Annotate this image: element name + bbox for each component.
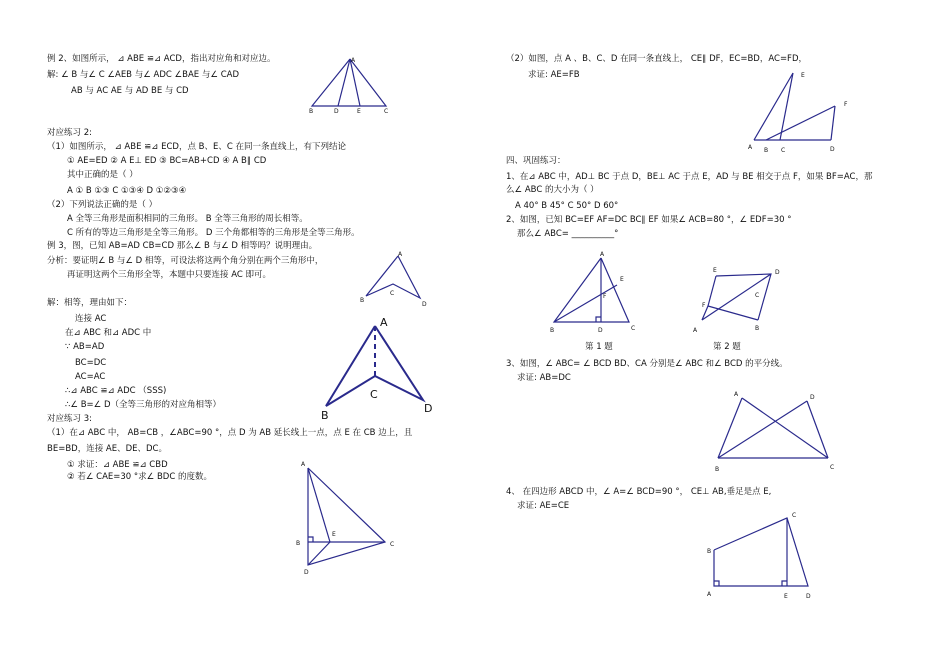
label: A	[351, 57, 356, 64]
section-4-heading: 四、巩固练习：	[506, 156, 566, 166]
q1-figure-caption: 第 1 题	[585, 342, 613, 352]
example-3-step-7: ∴∠ B=∠ D（全等三角形的对应角相等）	[65, 400, 222, 410]
q1-prompt-cont: 么∠ ABC 的大小为（ ）	[506, 185, 599, 195]
label: C	[390, 290, 395, 297]
label: D	[304, 569, 309, 576]
label: C	[631, 325, 636, 332]
example-2-prompt: 例 2、如图所示， ⊿ ABE ≌⊿ ACD，指出对应角和对应边。	[47, 54, 276, 64]
figure-exercise-3-1	[292, 458, 402, 578]
label: B	[764, 147, 769, 154]
figure-question-3	[706, 386, 846, 478]
label: E	[620, 276, 624, 283]
label: E	[332, 531, 336, 538]
exercise-2-q2: （2）下列说法正确的是（ ）	[47, 200, 158, 210]
label: D	[830, 146, 835, 153]
label: C	[781, 147, 786, 154]
label: D	[424, 402, 433, 415]
label: B	[755, 325, 760, 332]
exercise-2-q1-options: A ① B ①③ C ①③④ D ①②③④	[67, 186, 187, 196]
figure-question-2	[688, 262, 788, 338]
q2-figure-caption: 第 2 题	[713, 342, 741, 352]
figure-question-4	[700, 508, 810, 602]
label: D	[810, 394, 815, 401]
exercise-3-heading: 对应练习 3:	[47, 414, 92, 424]
label: B	[707, 548, 712, 555]
label: A	[748, 144, 753, 151]
q1-options: A 40° B 45° C 50° D 60°	[515, 201, 619, 211]
example-3-step-6: ∴⊿ ABC ≌⊿ ADC （SSS)	[65, 386, 167, 396]
label: B	[550, 327, 555, 334]
example-3-step-5: AC=AC	[75, 372, 106, 382]
figure-example-2	[306, 54, 396, 116]
label: E	[713, 267, 717, 274]
example-3-step-3: ∵ AB=AD	[65, 342, 105, 352]
label: F	[844, 101, 848, 108]
label: E	[357, 108, 361, 115]
label: E	[801, 72, 805, 79]
exercise-3-q2: （2）如图，点 A 、B、C、D 在同一条直线上， CE∥ DF，EC=BD，AC=FD，	[506, 54, 807, 64]
label: C	[792, 512, 797, 519]
example-3-solution: 解：相等，理由如下：	[47, 298, 133, 308]
label: C	[755, 292, 760, 299]
label: D	[775, 269, 780, 276]
label: A	[380, 316, 388, 329]
q3-prove: 求证: AB=DC	[517, 373, 571, 383]
label: B	[296, 540, 301, 547]
example-3-analysis: 分析：要证明∠ B 与∠ D 相等，可设法将这两个角分别在两个三角形中，	[47, 256, 324, 266]
exercise-2-q2-options-ab: A 全等三角形是面积相同的三角形。 B 全等三角形的周长相等。	[67, 214, 308, 224]
label: A	[301, 461, 306, 468]
exercise-2-q1-ask: 其中正确的是（ ）	[67, 170, 138, 180]
example-2-answer-angles: 解: ∠ B 与∠ C ∠AEB 与∠ ADC ∠BAE 与∠ CAD	[47, 70, 239, 80]
exercise-3-q1-part1: ① 求证：⊿ ABE ≌⊿ CBD	[67, 460, 168, 470]
label: D	[422, 301, 427, 308]
label: D	[598, 327, 603, 334]
example-3-analysis-cont: 再证明这两个三角形全等，本题中只要连接 AC 即可。	[67, 270, 272, 280]
label: A	[600, 251, 605, 258]
label: E	[784, 593, 788, 600]
label: C	[390, 541, 395, 548]
label: D	[334, 108, 339, 115]
label: F	[603, 293, 607, 300]
example-3-prompt: 例 3，图，已知 AB=AD CB=CD 那么∠ B 与∠ D 相等吗？说明理由。	[47, 241, 318, 251]
label: A	[693, 327, 698, 334]
q4-prompt: 4、 在四边形 ABCD 中，∠ A=∠ BCD=90 °， CE⊥ AB,垂足是点 E,	[506, 487, 772, 497]
figure-question-1	[544, 248, 644, 338]
label: A	[398, 251, 403, 258]
label: C	[384, 108, 389, 115]
label: B	[360, 297, 365, 304]
figure-example-3-large	[318, 314, 438, 420]
label: B	[321, 409, 329, 422]
example-3-step-4: BC=DC	[75, 358, 107, 368]
q1-prompt: 1、在⊿ ABC 中，AD⊥ BC 于点 D，BE⊥ AC 于点 E，AD 与 BE 相交于点 F，如果 BF=AC，那	[506, 172, 873, 182]
label: A	[734, 391, 739, 398]
exercise-2-q2-options-cd: C 所有的等边三角形是全等三角形。 D 三个角都相等的三角形是全等三角形。	[67, 228, 360, 238]
example-2-answer-sides: AB 与 AC AE 与 AD BE 与 CD	[71, 86, 189, 96]
exercise-3-q1-part2: ② 若∠ CAE=30 °求∠ BDC 的度数。	[67, 472, 212, 482]
exercise-2-q1-statements: ① AE=ED ② A E⊥ ED ③ BC=AB+CD ④ A B∥ CD	[67, 156, 267, 166]
label: D	[806, 593, 811, 600]
example-3-step-1: 连接 AC	[75, 314, 107, 324]
q4-prove: 求证: AE=CE	[517, 501, 570, 511]
label: B	[309, 108, 314, 115]
label: F	[702, 302, 706, 309]
exercise-3-q2-prove: 求证: AE=FB	[528, 70, 580, 80]
figure-example-3-small	[358, 250, 433, 310]
exercise-3-q1: （1）在⊿ ABC 中， AB=CB ，∠ABC=90 °，点 D 为 AB 延长线上一点，点 E 在 CB 边上，且	[47, 428, 413, 438]
exercise-2-q1: （1）如图所示， ⊿ ABE ≌⊿ ECD，点 B、E、C 在同一条直线上，有下列结论	[47, 142, 346, 152]
q2-ask: 那么∠ ABC= __________°	[517, 229, 619, 239]
label: B	[715, 466, 720, 473]
exercise-2-heading: 对应练习 2:	[47, 128, 92, 138]
q3-prompt: 3、如图，∠ ABC= ∠ BCD BD、CA 分别是∠ ABC 和∠ BCD 的平分线。	[506, 359, 788, 369]
q2-prompt: 2、如图，已知 BC=EF AF=DC BC∥ EF 如果∠ ACB=80 °，∠ EDF=30 °	[506, 215, 792, 225]
example-3-step-2: 在⊿ ABC 和⊿ ADC 中	[65, 328, 152, 338]
label: A	[707, 591, 712, 598]
label: C	[370, 388, 378, 401]
exercise-3-q1-cont: BE=BD，连接 AE、DE、DC。	[47, 444, 167, 454]
label: C	[830, 464, 835, 471]
figure-exercise-3-2	[744, 66, 859, 158]
